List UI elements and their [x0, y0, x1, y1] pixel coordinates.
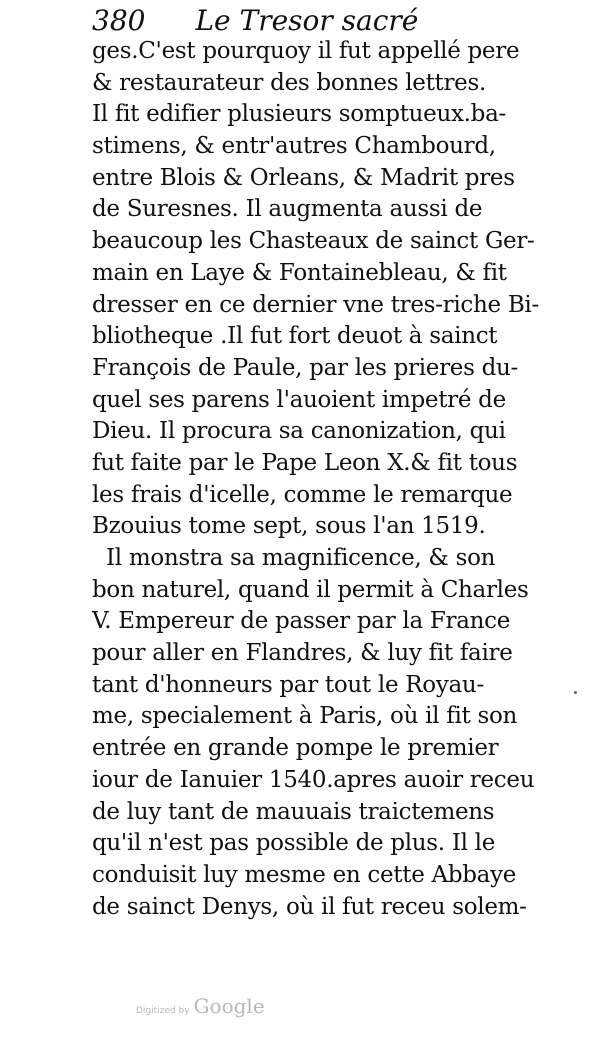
text-line: ges.C'est pourquoy il fut appellé pere	[92, 38, 520, 64]
text-line: fut faite par le Pape Leon X.& fit tous	[92, 449, 518, 476]
text-line: & restaurateur des bonnes lettres.	[92, 69, 486, 96]
text-line: qu'il n'est pas possible de plus. Il le	[92, 830, 496, 857]
text-line: quel ses parens l'auoient impetré de	[92, 386, 506, 413]
text-line: iour de Ianuier 1540.apres auoir receu	[92, 766, 535, 793]
ink-speck	[574, 691, 577, 694]
text-line: de luy tant de mauuais traictemens	[92, 798, 495, 825]
text-line: bon naturel, quand il permit à Charles	[92, 576, 529, 603]
text-line: Bzouius tome sept, sous l'an 1519.	[92, 513, 486, 540]
text-line: bliotheque .Il fut fort deuot à sainct	[92, 323, 498, 350]
text-line: me, specialement à Paris, où il fit son	[92, 703, 518, 730]
text-line: beaucoup les Chasteaux de sainct Ger-	[92, 228, 535, 255]
body-text	[92, 36, 578, 923]
text-line: Il fit edifier plusieurs somptueux.ba-	[92, 101, 506, 128]
text-line: conduisit luy mesme en cette Abbaye	[92, 861, 517, 888]
text-line: dresser en ce dernier vne tres-riche Bi-	[92, 291, 539, 318]
page-header	[92, 4, 552, 38]
text-line: tant d'honneurs par tout le Royau-	[92, 671, 484, 698]
text-line: Dieu. Il procura sa canonization, qui	[92, 418, 506, 445]
text-line: François de Paule, par les prieres du-	[92, 354, 519, 381]
text-line: de sainct Denys, où il fut receu solem-	[92, 893, 527, 920]
text-line: V. Empereur de passer par la France	[92, 608, 511, 635]
google-logo: Google	[193, 994, 265, 1018]
paragraph-start-line: Il monstra sa magnificence, & son	[106, 545, 496, 571]
page-number: 380	[92, 4, 146, 37]
text-line: de Suresnes. Il augmenta aussi de	[92, 196, 483, 223]
text-line: les frais d'icelle, comme le remarque	[92, 481, 513, 508]
digitization-watermark	[136, 994, 265, 1018]
text-line: entre Blois & Orleans, & Madrit pres	[92, 164, 515, 191]
running-title: Le Tresor sacré	[195, 4, 419, 37]
text-line: pour aller en Flandres, & luy fit faire	[92, 640, 513, 667]
text-line: stimens, & entr'autres Chambourd,	[92, 133, 496, 160]
text-line: entrée en grande pompe le premier	[92, 735, 499, 762]
text-line: main en Laye & Fontainebleau, & fit	[92, 259, 507, 286]
digitized-by-label: Digitized by	[136, 1006, 190, 1016]
